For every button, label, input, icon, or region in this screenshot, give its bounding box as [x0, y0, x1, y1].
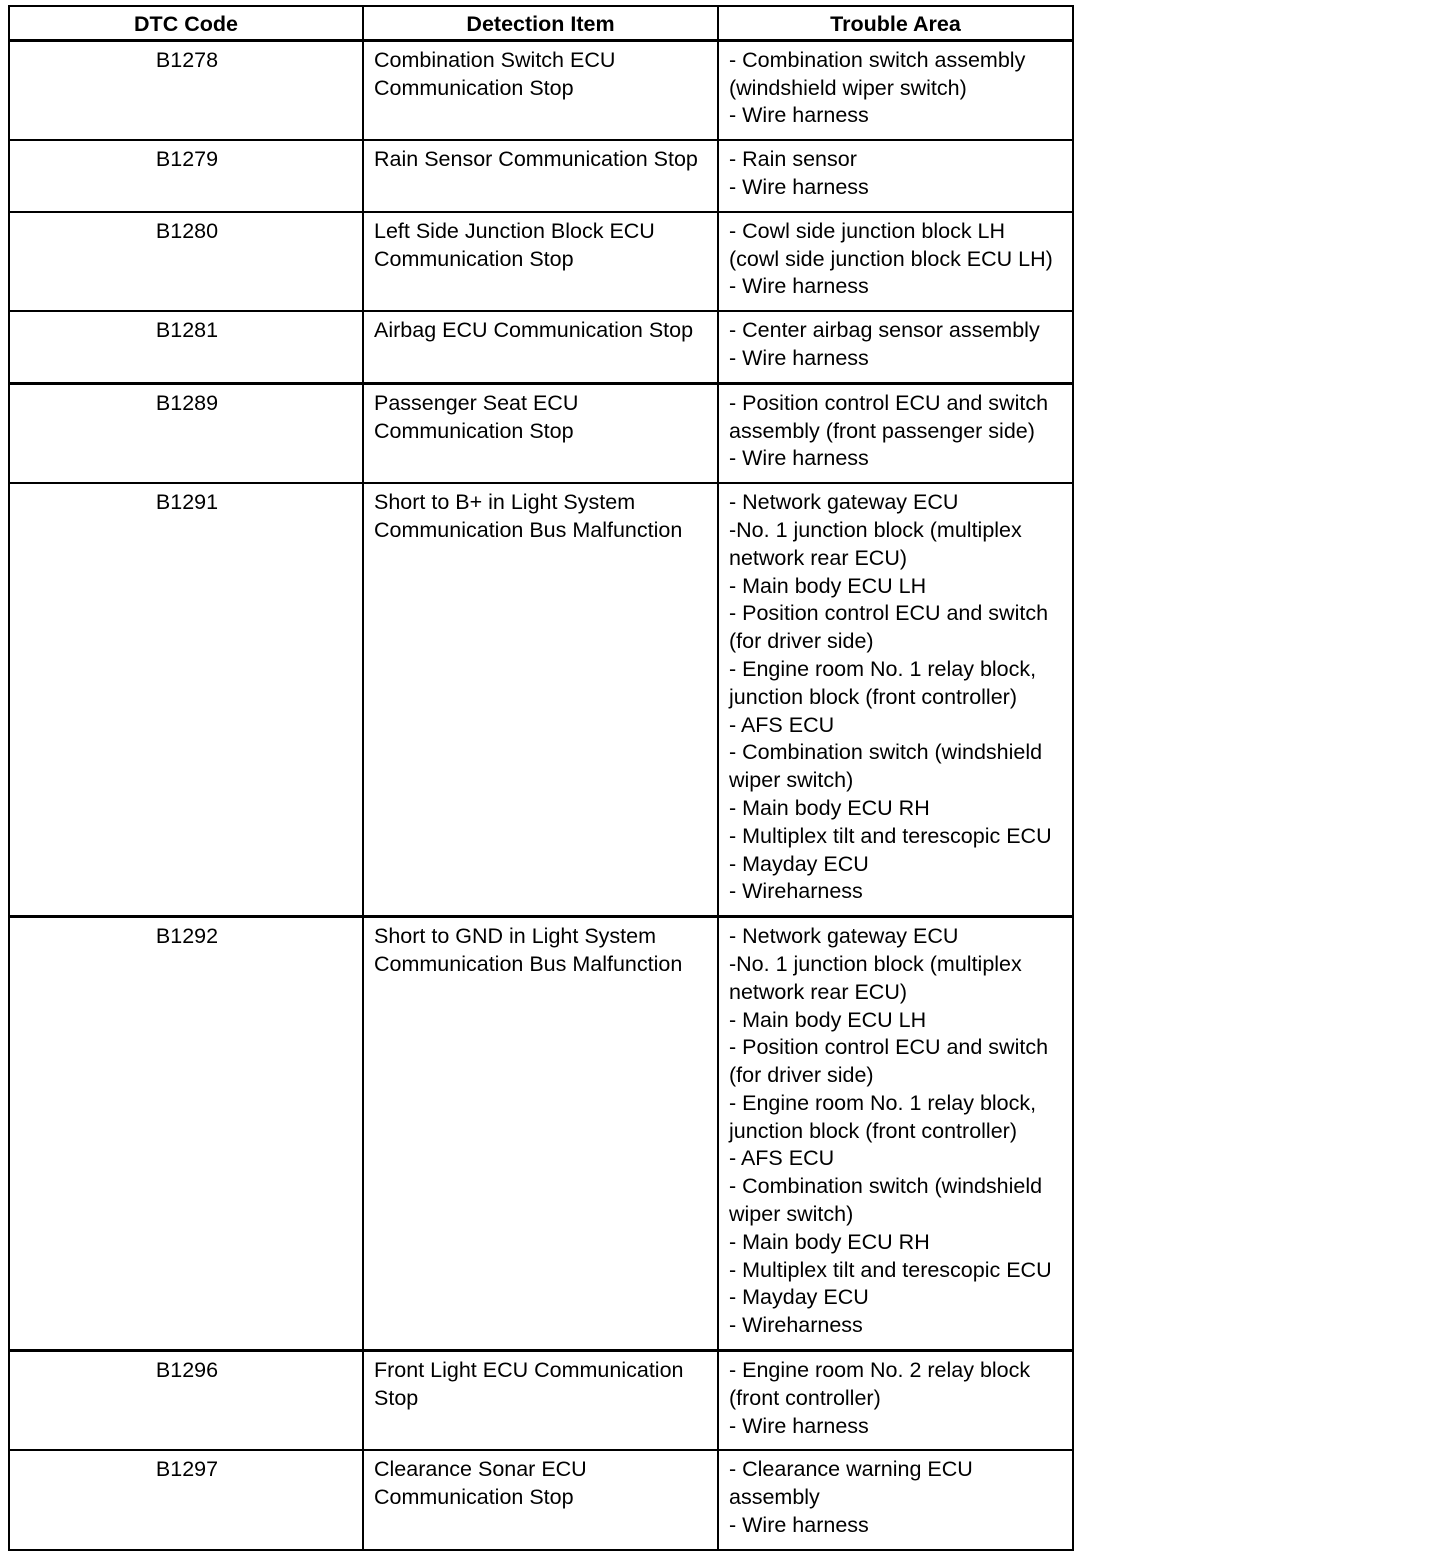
trouble-area-line: (front controller) — [729, 1385, 881, 1410]
trouble-area-line: - Wire harness — [729, 103, 869, 128]
trouble-area-line: - Clearance warning ECU — [729, 1457, 973, 1482]
trouble-area-line: - Main body ECU LH — [729, 573, 927, 598]
trouble-area-line: network rear ECU) — [729, 545, 908, 570]
header-dtc-code: DTC Code — [9, 6, 363, 40]
trouble-area-line: - Position control ECU and switch — [729, 601, 1049, 626]
trouble-area-line: - Combination switch assembly — [729, 47, 1026, 72]
trouble-area-cell — [718, 383, 1073, 483]
dtc-code-cell: B1289 — [9, 383, 363, 483]
trouble-area-line: - Network gateway ECU — [729, 924, 959, 949]
detection-item-cell: Passenger Seat ECU Communication Stop — [363, 383, 718, 483]
detection-item-cell: Left Side Junction Block ECU Communication Stop — [363, 212, 718, 311]
table-row — [9, 483, 1073, 916]
detection-item-cell: Rain Sensor Communication Stop — [363, 140, 718, 212]
trouble-area-line: - Cowl side junction block LH — [729, 218, 1006, 243]
trouble-area-line: - Center airbag sensor assembly — [729, 318, 1040, 343]
table-row — [9, 383, 1073, 483]
trouble-area-line: (for driver side) — [729, 1063, 874, 1088]
trouble-area-cell — [718, 1351, 1073, 1451]
trouble-area-line: - AFS ECU — [729, 712, 835, 737]
trouble-area-line: - Engine room No. 2 relay block — [729, 1358, 1031, 1383]
trouble-area-line: -No. 1 junction block (multiplex — [729, 951, 1022, 976]
trouble-area-line: (for driver side) — [729, 629, 874, 654]
trouble-area-cell — [718, 40, 1073, 140]
detection-item-cell: Short to GND in Light System Communication Bus Malfunction — [363, 917, 718, 1351]
trouble-area-line: junction block (front controller) — [729, 684, 1017, 709]
trouble-area-line: - Wire harness — [729, 1413, 869, 1438]
trouble-area-line: - Wireharness — [729, 879, 863, 904]
dtc-code-cell: B1279 — [9, 140, 363, 212]
trouble-area-line: -No. 1 junction block (multiplex — [729, 517, 1022, 542]
trouble-area-line: wiper switch) — [729, 768, 854, 793]
trouble-area-cell — [718, 311, 1073, 383]
trouble-area-line: assembly — [729, 1485, 820, 1510]
trouble-area-line: - Combination switch (windshield — [729, 1174, 1043, 1199]
detection-item-cell: Combination Switch ECU Communication Stop — [363, 40, 718, 140]
trouble-area-cell — [718, 140, 1073, 212]
trouble-area-line: - Wire harness — [729, 174, 869, 199]
trouble-area-cell — [718, 1450, 1073, 1549]
table-row — [9, 40, 1073, 140]
trouble-area-line: network rear ECU) — [729, 979, 908, 1004]
trouble-area-cell — [718, 483, 1073, 916]
trouble-area-line: wiper switch) — [729, 1202, 854, 1227]
trouble-area-line: - Rain sensor — [729, 147, 857, 172]
dtc-code-cell: B1297 — [9, 1450, 363, 1549]
trouble-area-line: - Wire harness — [729, 274, 869, 299]
header-row — [9, 6, 1073, 40]
trouble-area-line: - Wire harness — [729, 345, 869, 370]
trouble-area-line: - Mayday ECU — [729, 1285, 869, 1310]
trouble-area-line: - Mayday ECU — [729, 851, 869, 876]
trouble-area-line: - Engine room No. 1 relay block, — [729, 656, 1037, 681]
detection-item-cell: Front Light ECU Communication Stop — [363, 1351, 718, 1451]
trouble-area-line: - Wireharness — [729, 1313, 863, 1338]
dtc-code-cell: B1296 — [9, 1351, 363, 1451]
header-trouble-area: Trouble Area — [718, 6, 1073, 40]
trouble-area-line: - Network gateway ECU — [729, 490, 959, 515]
dtc-code-cell: B1278 — [9, 40, 363, 140]
header-detection-item: Detection Item — [363, 6, 718, 40]
dtc-code-cell: B1291 — [9, 483, 363, 916]
trouble-area-line: assembly (front passenger side) — [729, 418, 1035, 443]
trouble-area-line: junction block (front controller) — [729, 1118, 1017, 1143]
table-row — [9, 212, 1073, 311]
table-row — [9, 311, 1073, 383]
trouble-area-line: - Main body ECU RH — [729, 1229, 930, 1254]
dtc-code-cell: B1281 — [9, 311, 363, 383]
dtc-table — [8, 5, 1074, 1551]
trouble-area-line: - Multiplex tilt and terescopic ECU — [729, 823, 1052, 848]
table-row — [9, 1450, 1073, 1549]
trouble-area-line: - Wire harness — [729, 446, 869, 471]
trouble-area-line: - Combination switch (windshield — [729, 740, 1043, 765]
dtc-code-cell: B1292 — [9, 917, 363, 1351]
table-row — [9, 1351, 1073, 1451]
table-row — [9, 917, 1073, 1351]
detection-item-cell: Clearance Sonar ECU Communication Stop — [363, 1450, 718, 1549]
trouble-area-line: - Main body ECU RH — [729, 795, 930, 820]
trouble-area-cell — [718, 212, 1073, 311]
detection-item-cell: Short to B+ in Light System Communication Bus Malfunction — [363, 483, 718, 916]
trouble-area-line: - Position control ECU and switch — [729, 1035, 1049, 1060]
detection-item-cell: Airbag ECU Communication Stop — [363, 311, 718, 383]
trouble-area-line: (windshield wiper switch) — [729, 75, 967, 100]
table-body — [9, 40, 1073, 1550]
trouble-area-line: - Wire harness — [729, 1513, 869, 1538]
trouble-area-line: - Main body ECU LH — [729, 1007, 927, 1032]
trouble-area-line: - Multiplex tilt and terescopic ECU — [729, 1257, 1052, 1282]
trouble-area-line: - Position control ECU and switch — [729, 390, 1049, 415]
table-row — [9, 140, 1073, 212]
dtc-code-cell: B1280 — [9, 212, 363, 311]
trouble-area-line: - AFS ECU — [729, 1146, 835, 1171]
trouble-area-line: (cowl side junction block ECU LH) — [729, 246, 1053, 271]
trouble-area-line: - Engine room No. 1 relay block, — [729, 1090, 1037, 1115]
trouble-area-cell — [718, 917, 1073, 1351]
